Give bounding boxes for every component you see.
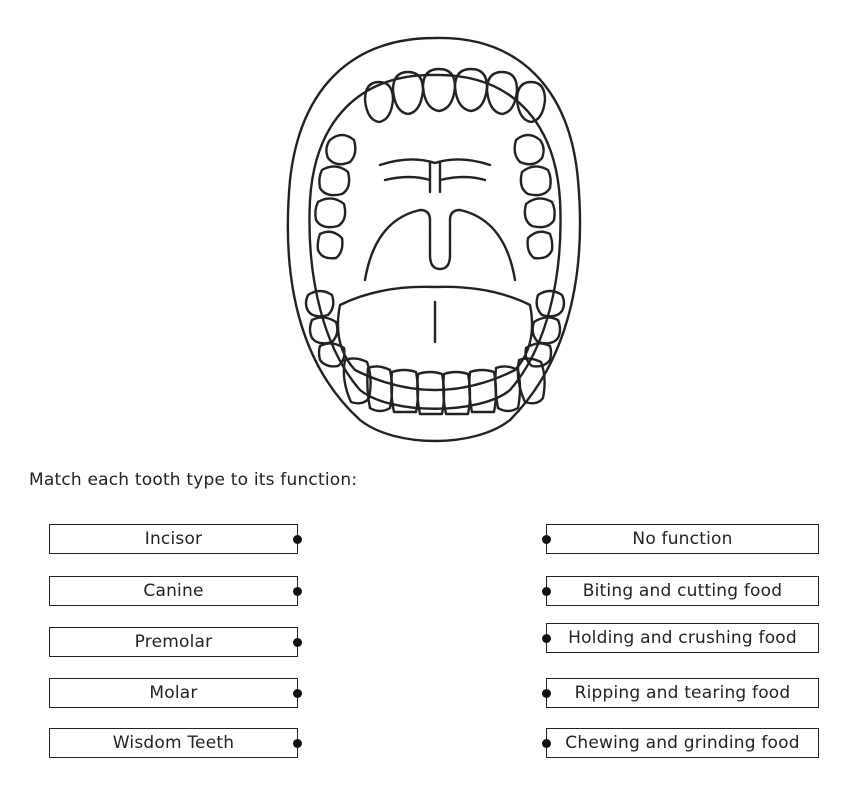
connector-dot[interactable] xyxy=(293,638,302,647)
function-label: Ripping and tearing food xyxy=(574,683,791,703)
function-label: Chewing and grinding food xyxy=(565,733,800,753)
function-no-function[interactable] xyxy=(546,524,819,554)
palate-ridges xyxy=(380,159,490,192)
tooth-type-molar[interactable] xyxy=(49,678,298,708)
tooth-type-wisdom-teeth[interactable] xyxy=(49,728,298,758)
connector-dot[interactable] xyxy=(293,587,302,596)
connector-dot[interactable] xyxy=(542,535,551,544)
function-ripping-tearing[interactable] xyxy=(546,678,819,708)
tooth-type-label: Canine xyxy=(143,581,204,601)
function-holding-crushing[interactable] xyxy=(546,623,819,653)
tooth-type-incisor[interactable] xyxy=(49,524,298,554)
function-label: Biting and cutting food xyxy=(582,581,783,601)
tooth-type-canine[interactable] xyxy=(49,576,298,606)
connector-dot[interactable] xyxy=(293,689,302,698)
uvula xyxy=(365,210,515,280)
connector-dot[interactable] xyxy=(542,739,551,748)
upper-right-molars xyxy=(515,135,555,258)
connector-dot[interactable] xyxy=(542,634,551,643)
tooth-type-label: Wisdom Teeth xyxy=(112,733,235,753)
connector-dot[interactable] xyxy=(293,535,302,544)
connector-dot[interactable] xyxy=(542,689,551,698)
function-biting-cutting[interactable] xyxy=(546,576,819,606)
upper-left-molars xyxy=(315,135,355,258)
tooth-type-label: Premolar xyxy=(134,632,213,652)
tooth-type-premolar[interactable] xyxy=(49,627,298,657)
instruction-text: Match each tooth type to its function: xyxy=(29,470,358,490)
connector-dot[interactable] xyxy=(293,739,302,748)
connector-dot[interactable] xyxy=(542,587,551,596)
function-label: Holding and crushing food xyxy=(568,628,797,648)
tooth-type-label: Molar xyxy=(149,683,198,703)
function-chewing-grinding[interactable] xyxy=(546,728,819,758)
outer-lip-outline xyxy=(288,38,580,441)
tooth-type-label: Incisor xyxy=(144,529,203,549)
function-label: No function xyxy=(632,529,733,549)
open-mouth-illustration xyxy=(270,30,600,450)
